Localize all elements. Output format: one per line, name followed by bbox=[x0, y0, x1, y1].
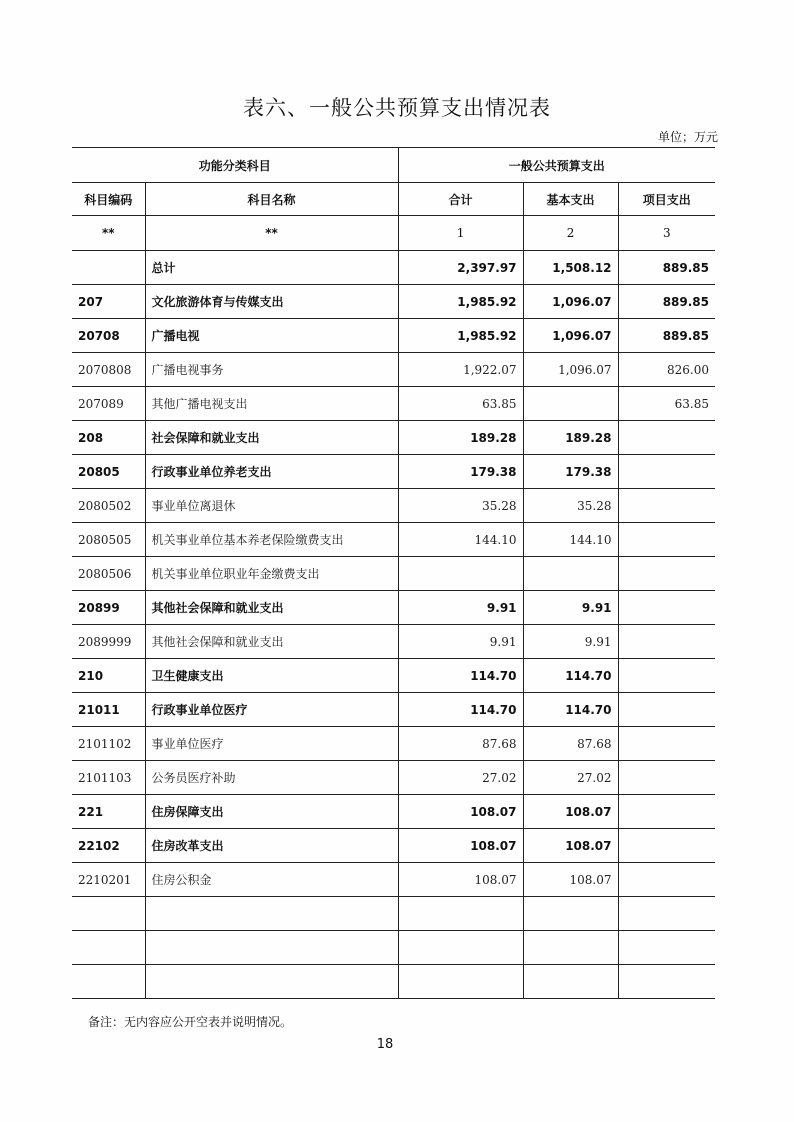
table-row bbox=[72, 285, 715, 319]
cell-code: 21011 bbox=[72, 693, 145, 727]
blank-row bbox=[72, 965, 715, 999]
cell-total: 35.28 bbox=[398, 489, 523, 523]
cell-code: 207 bbox=[72, 285, 145, 319]
cell-project bbox=[618, 795, 715, 829]
cell-total: 1,922.07 bbox=[398, 353, 523, 387]
cell-project bbox=[618, 455, 715, 489]
cell-total: 108.07 bbox=[398, 795, 523, 829]
cell-basic: 114.70 bbox=[523, 693, 618, 727]
cell-basic: 144.10 bbox=[523, 523, 618, 557]
blank-cell bbox=[398, 965, 523, 999]
cell-total: 2,397.97 bbox=[398, 251, 523, 285]
cell-name: 行政事业单位养老支出 bbox=[145, 455, 398, 489]
cell-basic: 108.07 bbox=[523, 829, 618, 863]
table-row bbox=[72, 353, 715, 387]
cell-code: 2210201 bbox=[72, 863, 145, 897]
cell-name: 其他社会保障和就业支出 bbox=[145, 625, 398, 659]
cell-project bbox=[618, 489, 715, 523]
blank-cell bbox=[145, 931, 398, 965]
cell-name: 文化旅游体育与传媒支出 bbox=[145, 285, 398, 319]
cell-basic: 9.91 bbox=[523, 591, 618, 625]
cell-project bbox=[618, 421, 715, 455]
blank-cell bbox=[523, 931, 618, 965]
cell-project bbox=[618, 523, 715, 557]
blank-cell bbox=[72, 965, 145, 999]
table-row bbox=[72, 625, 715, 659]
remark-note: 备注：无内容应公开空表并说明情况。 bbox=[88, 1015, 293, 1029]
cell-basic: 1,096.07 bbox=[523, 285, 618, 319]
budget-expenditure-table bbox=[72, 147, 715, 999]
total-row bbox=[72, 251, 715, 285]
table-body bbox=[72, 251, 715, 999]
cell-name: 住房改革支出 bbox=[145, 829, 398, 863]
total-column-number: 1 bbox=[398, 216, 523, 251]
cell-project: 889.85 bbox=[618, 285, 715, 319]
table-row bbox=[72, 863, 715, 897]
header-row-markers bbox=[72, 216, 715, 251]
table-row bbox=[72, 693, 715, 727]
cell-total: 63.85 bbox=[398, 387, 523, 421]
table-row bbox=[72, 591, 715, 625]
cell-total: 108.07 bbox=[398, 829, 523, 863]
cell-code: 2070808 bbox=[72, 353, 145, 387]
table-row bbox=[72, 455, 715, 489]
project-column-number: 3 bbox=[618, 216, 715, 251]
cell-name: 卫生健康支出 bbox=[145, 659, 398, 693]
table-row bbox=[72, 829, 715, 863]
cell-basic: 9.91 bbox=[523, 625, 618, 659]
cell-name: 住房保障支出 bbox=[145, 795, 398, 829]
cell-name: 行政事业单位医疗 bbox=[145, 693, 398, 727]
table-row bbox=[72, 319, 715, 353]
blank-cell bbox=[145, 897, 398, 931]
table-row bbox=[72, 727, 715, 761]
blank-row bbox=[72, 931, 715, 965]
cell-project bbox=[618, 829, 715, 863]
cell-basic: 108.07 bbox=[523, 863, 618, 897]
cell-basic: 189.28 bbox=[523, 421, 618, 455]
blank-cell bbox=[145, 965, 398, 999]
header-name: 科目名称 bbox=[145, 183, 398, 216]
cell-name: 机关事业单位基本养老保险缴费支出 bbox=[145, 523, 398, 557]
cell-total: 179.38 bbox=[398, 455, 523, 489]
cell-project bbox=[618, 693, 715, 727]
cell-basic: 1,096.07 bbox=[523, 319, 618, 353]
header-row-groups bbox=[72, 148, 715, 183]
cell-basic: 1,508.12 bbox=[523, 251, 618, 285]
table-row bbox=[72, 659, 715, 693]
blank-cell bbox=[398, 931, 523, 965]
code-marker: ** bbox=[72, 216, 145, 251]
cell-code: 2080506 bbox=[72, 557, 145, 591]
name-marker: ** bbox=[145, 216, 398, 251]
cell-code: 207089 bbox=[72, 387, 145, 421]
cell-total bbox=[398, 557, 523, 591]
blank-cell bbox=[618, 965, 715, 999]
cell-project bbox=[618, 727, 715, 761]
cell-total: 1,985.92 bbox=[398, 285, 523, 319]
header-code: 科目编码 bbox=[72, 183, 145, 216]
cell-name: 社会保障和就业支出 bbox=[145, 421, 398, 455]
header-general-public-budget: 一般公共预算支出 bbox=[398, 148, 715, 183]
cell-code: 2080502 bbox=[72, 489, 145, 523]
cell-total: 144.10 bbox=[398, 523, 523, 557]
cell-basic: 35.28 bbox=[523, 489, 618, 523]
cell-code: 2101102 bbox=[72, 727, 145, 761]
unit-label: 单位；万元 bbox=[657, 130, 718, 144]
header-total: 合计 bbox=[398, 183, 523, 216]
cell-name: 事业单位医疗 bbox=[145, 727, 398, 761]
cell-name: 总计 bbox=[145, 251, 398, 285]
cell-name: 机关事业单位职业年金缴费支出 bbox=[145, 557, 398, 591]
cell-project: 826.00 bbox=[618, 353, 715, 387]
cell-code: 20805 bbox=[72, 455, 145, 489]
table-row bbox=[72, 557, 715, 591]
cell-basic: 114.70 bbox=[523, 659, 618, 693]
table-row bbox=[72, 387, 715, 421]
cell-basic bbox=[523, 557, 618, 591]
cell-total: 87.68 bbox=[398, 727, 523, 761]
blank-cell bbox=[398, 897, 523, 931]
blank-cell bbox=[523, 897, 618, 931]
cell-total: 1,985.92 bbox=[398, 319, 523, 353]
table-row bbox=[72, 795, 715, 829]
blank-cell bbox=[618, 897, 715, 931]
cell-name: 事业单位离退休 bbox=[145, 489, 398, 523]
cell-name: 其他广播电视支出 bbox=[145, 387, 398, 421]
cell-total: 189.28 bbox=[398, 421, 523, 455]
header-project: 项目支出 bbox=[618, 183, 715, 216]
header-row-columns bbox=[72, 183, 715, 216]
cell-basic: 87.68 bbox=[523, 727, 618, 761]
cell-project bbox=[618, 557, 715, 591]
cell-project: 889.85 bbox=[618, 319, 715, 353]
blank-cell bbox=[72, 897, 145, 931]
cell-code: 208 bbox=[72, 421, 145, 455]
blank-cell bbox=[72, 931, 145, 965]
cell-total: 9.91 bbox=[398, 591, 523, 625]
cell-code: 221 bbox=[72, 795, 145, 829]
blank-cell bbox=[618, 931, 715, 965]
cell-project bbox=[618, 591, 715, 625]
table-row bbox=[72, 761, 715, 795]
cell-basic bbox=[523, 387, 618, 421]
cell-project bbox=[618, 761, 715, 795]
table-row bbox=[72, 523, 715, 557]
cell-total: 114.70 bbox=[398, 693, 523, 727]
cell-basic: 179.38 bbox=[523, 455, 618, 489]
cell-total: 108.07 bbox=[398, 863, 523, 897]
cell-code: 210 bbox=[72, 659, 145, 693]
cell-project: 889.85 bbox=[618, 251, 715, 285]
cell-name: 住房公积金 bbox=[145, 863, 398, 897]
table-row bbox=[72, 489, 715, 523]
cell-name: 广播电视 bbox=[145, 319, 398, 353]
cell-code: 2080505 bbox=[72, 523, 145, 557]
cell-code: 2101103 bbox=[72, 761, 145, 795]
cell-code: 2089999 bbox=[72, 625, 145, 659]
cell-name: 公务员医疗补助 bbox=[145, 761, 398, 795]
cell-code: 20708 bbox=[72, 319, 145, 353]
blank-cell bbox=[523, 965, 618, 999]
cell-total: 9.91 bbox=[398, 625, 523, 659]
header-basic: 基本支出 bbox=[523, 183, 618, 216]
cell-name: 其他社会保障和就业支出 bbox=[145, 591, 398, 625]
cell-project bbox=[618, 659, 715, 693]
header-functional-classification: 功能分类科目 bbox=[72, 148, 398, 183]
cell-project: 63.85 bbox=[618, 387, 715, 421]
cell-total: 114.70 bbox=[398, 659, 523, 693]
cell-project bbox=[618, 863, 715, 897]
table-row bbox=[72, 421, 715, 455]
cell-basic: 27.02 bbox=[523, 761, 618, 795]
cell-code: 22102 bbox=[72, 829, 145, 863]
cell-project bbox=[618, 625, 715, 659]
cell-total: 27.02 bbox=[398, 761, 523, 795]
blank-row bbox=[72, 897, 715, 931]
basic-column-number: 2 bbox=[523, 216, 618, 251]
page-number: 18 bbox=[376, 1037, 394, 1052]
cell-basic: 108.07 bbox=[523, 795, 618, 829]
cell-code bbox=[72, 251, 145, 285]
cell-code: 20899 bbox=[72, 591, 145, 625]
table-title: 表六、一般公共预算支出情况表 bbox=[243, 96, 551, 120]
cell-name: 广播电视事务 bbox=[145, 353, 398, 387]
cell-basic: 1,096.07 bbox=[523, 353, 618, 387]
